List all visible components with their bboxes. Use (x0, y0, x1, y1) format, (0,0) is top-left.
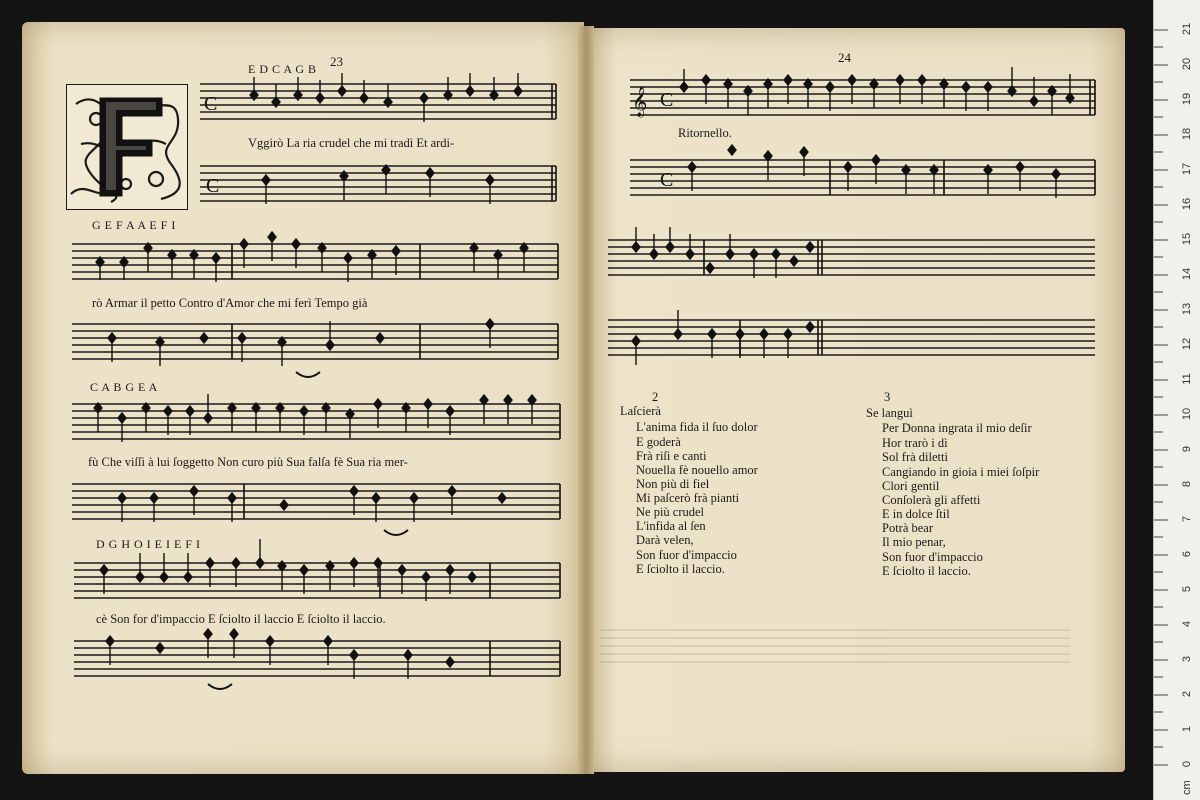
stanza-3-line-9: Potrà bear (882, 521, 934, 535)
lyrics-system-3: fù Che viſſi à lui ſoggetto Non curo più Sua falſa fè Sua ria mer- (88, 455, 408, 469)
page-number-left: 23 (330, 54, 343, 69)
stanza-2-line-4: Frà riſi e canti (636, 449, 707, 463)
stanza-3-line-8: E in dolce ſtil (882, 507, 950, 521)
ruler-label-12: 12 (1181, 337, 1193, 351)
stanza-2-line-9: L'infida al ſen (636, 519, 706, 533)
stanza-2-line-7: Mi paſcerò frà pianti (636, 491, 740, 505)
stanza-2-line-6: Non più di fiel (636, 477, 710, 491)
ruler-label-10: 10 (1181, 407, 1193, 421)
ruler-label-21: 21 (1181, 22, 1193, 36)
ruler-label-1: 1 (1181, 725, 1193, 733)
ruler-label-13: 13 (1181, 302, 1193, 316)
stanza-2-line-5: Nouella fè nouello amor (636, 463, 758, 477)
ruler-label-18: 18 (1181, 127, 1193, 141)
ruler-unit: cm (1181, 780, 1193, 795)
ruler-label-8: 8 (1181, 480, 1193, 488)
stanza-2-line-12: E ſciolto il laccio. (636, 562, 725, 576)
ruler-label-4: 4 (1181, 620, 1193, 628)
svg-text:C: C (660, 169, 674, 191)
measuring-ruler (1153, 0, 1200, 800)
ruler-label-3: 3 (1181, 655, 1193, 663)
ruler-label-6: 6 (1181, 550, 1193, 558)
stanza-3-line-1: Se languì (866, 406, 913, 420)
lyrics-system-4: cè Son for d'impaccio E ſciolto il laccio E ſciolto il laccio. (96, 612, 386, 626)
bleed-through-staff (600, 620, 1080, 680)
stanza-2-line-10: Darà velen, (636, 533, 694, 547)
stanza-3-line-3: Hor trarò i dì (882, 436, 948, 450)
pitch-letters-system-4: D G H O I E I E F I (96, 537, 201, 551)
ruler-label-2: 2 (1181, 690, 1193, 698)
pitch-letters-system-3: C A B G E A (90, 380, 158, 394)
ruler-label-0: 0 (1181, 760, 1193, 768)
ruler-label-15: 15 (1181, 232, 1193, 246)
svg-text:𝄞: 𝄞 (632, 87, 648, 116)
stanza-3-line-10: Il mio penar, (882, 535, 946, 549)
stanza-2-number: 2 (652, 390, 659, 404)
stanza-3-line-11: Son fuor d'impaccio (882, 550, 983, 564)
stanza-2-line-11: Son fuor d'impaccio (636, 548, 737, 562)
svg-text:C: C (204, 93, 218, 115)
ruler-label-5: 5 (1181, 585, 1193, 593)
stanza-2-line-8: Ne più crudel (636, 505, 705, 519)
ruler-label-11: 11 (1181, 373, 1193, 385)
stanza-3-line-12: E ſciolto il laccio. (882, 564, 971, 578)
pitch-letters-system-1: E D C A G B (248, 62, 317, 76)
page-number-right: 24 (838, 50, 851, 65)
stanza-2-line-2: L'anima fida il ſuo dolor (636, 420, 758, 434)
ruler-label-14: 14 (1181, 267, 1193, 281)
ritornello-label: Ritornello. (678, 126, 732, 140)
lyrics-system-1: Vggirò La ria crudel che mi tradì Et ardi- (248, 136, 455, 150)
ruler-label-19: 19 (1181, 92, 1193, 106)
stanza-3-line-6: Clori gentil (882, 479, 940, 493)
ruler-label-9: 9 (1181, 445, 1193, 453)
stanza-3-line-7: Conſolerà gli affetti (882, 493, 981, 507)
stanza-2-line-3: E goderà (636, 435, 681, 449)
stanza-3-line-5: Cangiando in gioia i miei ſoſpir (882, 465, 1040, 479)
stanza-3-line-4: Sol frà diletti (882, 450, 948, 464)
stanza-3-line-2: Per Donna ingrata il mio deſir (882, 421, 1032, 435)
svg-text:C: C (660, 89, 674, 111)
stanza-3-number: 3 (884, 390, 891, 404)
ruler-label-7: 7 (1181, 515, 1193, 523)
lyrics-system-2: rò Armar il petto Contro d'Amor che mi ferì Tempo già (92, 296, 368, 310)
ruler-label-17: 17 (1181, 162, 1193, 176)
ruler-label-20: 20 (1181, 57, 1193, 71)
svg-text:C: C (206, 175, 220, 197)
ruler-label-16: 16 (1181, 197, 1193, 211)
pitch-letters-system-2: G E F A A E F I (92, 218, 176, 232)
stanza-2-line-1: Laſcierà (620, 404, 661, 418)
